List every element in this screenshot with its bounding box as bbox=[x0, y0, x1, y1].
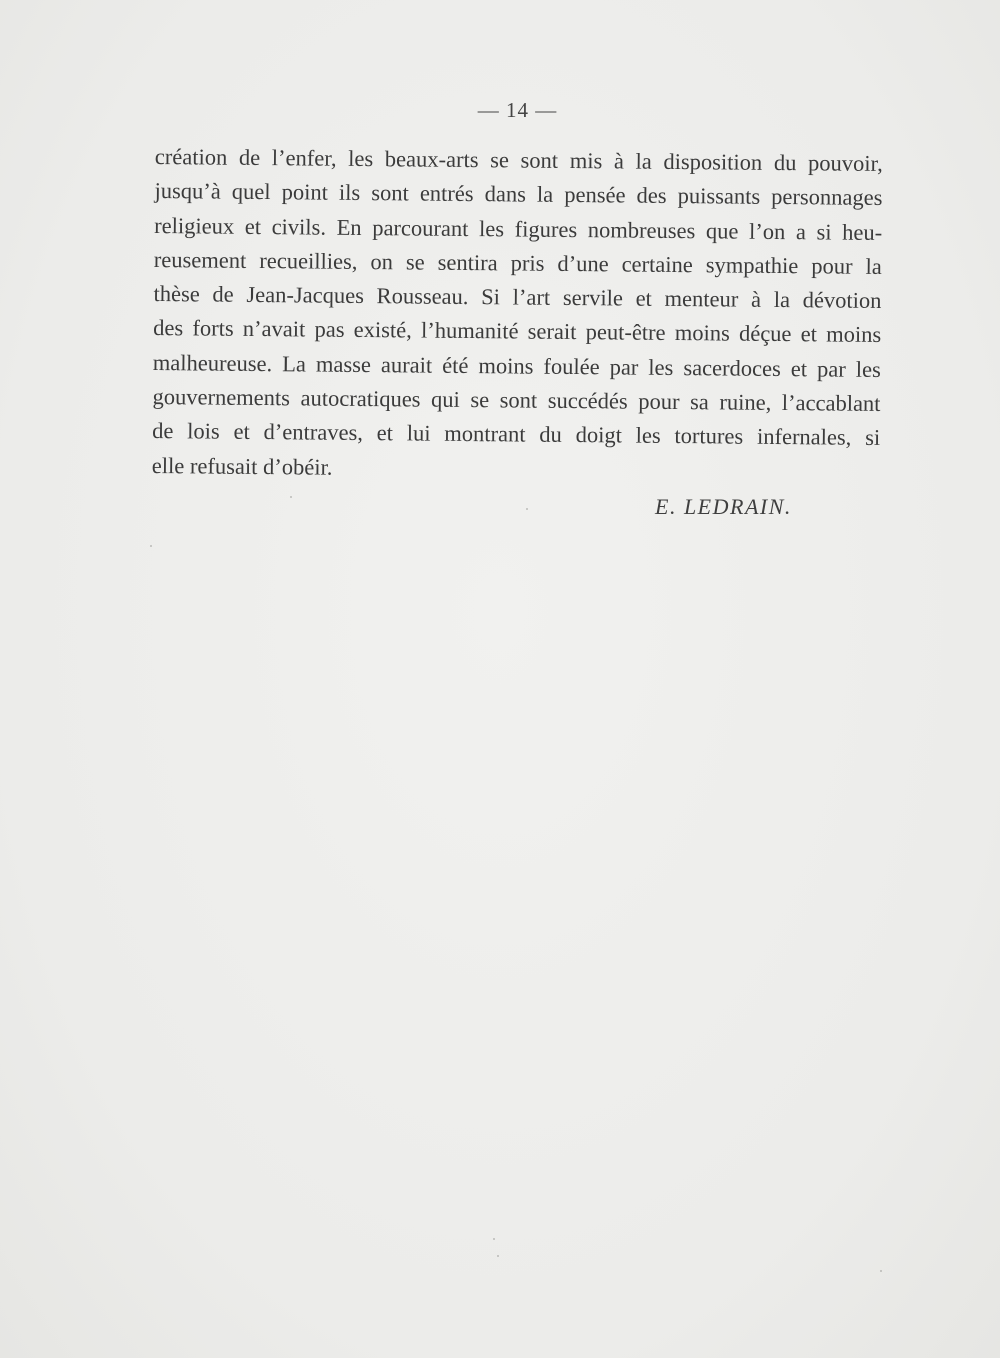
text-line: religieux et civils. En parcourant les figures nombreuses que l’on a si heu- bbox=[154, 212, 883, 245]
text-line: des forts n’avait pas existé, l’humanité serait peut-être moins déçue et moins bbox=[153, 315, 882, 348]
page-number: — 14 — bbox=[477, 98, 558, 122]
text-line: thèse de Jean-Jacques Rousseau. Si l’art servile et menteur à la dévotion bbox=[153, 281, 882, 314]
paper-speck bbox=[150, 545, 152, 547]
body-paragraph bbox=[152, 140, 883, 490]
paper-speck bbox=[497, 1255, 499, 1257]
text-line: gouvernements autocratiques qui se sont succédés pour sa ruine, l’accablant bbox=[152, 384, 881, 417]
paper-speck bbox=[493, 1238, 495, 1240]
paper-speck bbox=[290, 496, 292, 498]
text-line: reusement recueillies, on se sentira pris d’une certaine sympathie pour la bbox=[153, 246, 882, 279]
text-line: création de l’enfer, les beaux-arts se sont mis à la disposition du pouvoir, bbox=[154, 143, 883, 176]
text-line: de lois et d’entraves, et lui montrant du doigt les tortures infernales, si bbox=[152, 418, 881, 451]
author-signature: E. LEDRAIN. bbox=[655, 494, 792, 519]
paper-speck bbox=[880, 1270, 882, 1272]
paper-speck bbox=[526, 508, 528, 510]
text-line: jusqu’à quel point ils sont entrés dans la pensée des puissants personnages bbox=[154, 178, 883, 211]
text-line: elle refusait d’obéir. bbox=[151, 452, 333, 480]
text-line: malheureuse. La masse aurait été moins foulée par les sacerdoces et par les bbox=[152, 349, 881, 382]
